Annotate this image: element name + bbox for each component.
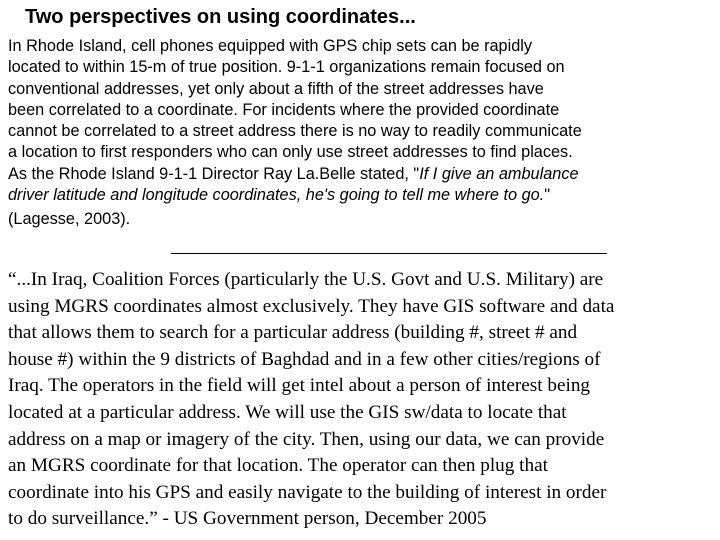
iraq-line-4: house #) within the 9 districts of Baghdad and in a few other cities/regions of bbox=[8, 348, 601, 370]
rhode-island-line-2: located to within 15-m of true position. 9-1-1 organizations remain focused on bbox=[8, 58, 565, 77]
iraq-line-3: that allows them to search for a particular address (building #, street # and bbox=[8, 322, 578, 344]
rhode-island-line-7-text: As the Rhode Island 9-1-1 Director Ray La.Belle stated, " bbox=[8, 164, 420, 183]
rhode-island-line-5: cannot be correlated to a street address there is no way to readily communicate bbox=[8, 122, 582, 141]
iraq-line-8: an MGRS coordinate for that location. The operator can then plug that bbox=[8, 455, 548, 477]
rhode-island-line-3: conventional addresses, yet only about a fifth of the street addresses have bbox=[8, 79, 544, 98]
citation: (Lagesse, 2003). bbox=[8, 210, 131, 229]
iraq-line-6: located at a particular address. We will use the GIS sw/data to locate that bbox=[8, 401, 567, 423]
director-quote-end: driver latitude and longitude coordinates, he's going to tell me where to go. bbox=[8, 186, 545, 205]
director-quote-start: If I give an ambulance bbox=[419, 164, 579, 183]
rhode-island-line-4: been correlated to a coordinate. For incidents where the provided coordinate bbox=[8, 100, 560, 119]
rhode-island-line-8 bbox=[8, 185, 716, 206]
section-divider bbox=[171, 253, 607, 254]
iraq-line-9: coordinate into his GPS and easily navigate to the building of interest in order bbox=[8, 481, 607, 503]
iraq-line-7: address on a map or imagery of the city. Then, using our data, we can provide bbox=[8, 428, 605, 450]
director-quote-close: " bbox=[544, 186, 550, 205]
iraq-line-5: Iraq. The operators in the field will get intel about a person of interest being bbox=[8, 375, 591, 397]
rhode-island-line-6: a location to first responders who can only use street addresses to find places. bbox=[8, 143, 573, 162]
iraq-line-1: “...In Iraq, Coalition Forces (particularly the U.S. Govt and U.S. Military) are bbox=[8, 269, 604, 290]
rhode-island-line-7 bbox=[8, 164, 716, 185]
rhode-island-paragraph bbox=[8, 36, 716, 231]
iraq-line-10: to do surveillance.” - US Government person, December 2005 bbox=[8, 508, 487, 530]
rhode-island-line-1: In Rhode Island, cell phones equipped with GPS chip sets can be rapidly bbox=[8, 37, 533, 55]
slide-title: Two perspectives on using coordinates... bbox=[25, 6, 416, 28]
iraq-line-2: using MGRS coordinates almost exclusively. They have GIS software and data bbox=[8, 295, 615, 317]
iraq-quote-paragraph bbox=[8, 267, 716, 533]
